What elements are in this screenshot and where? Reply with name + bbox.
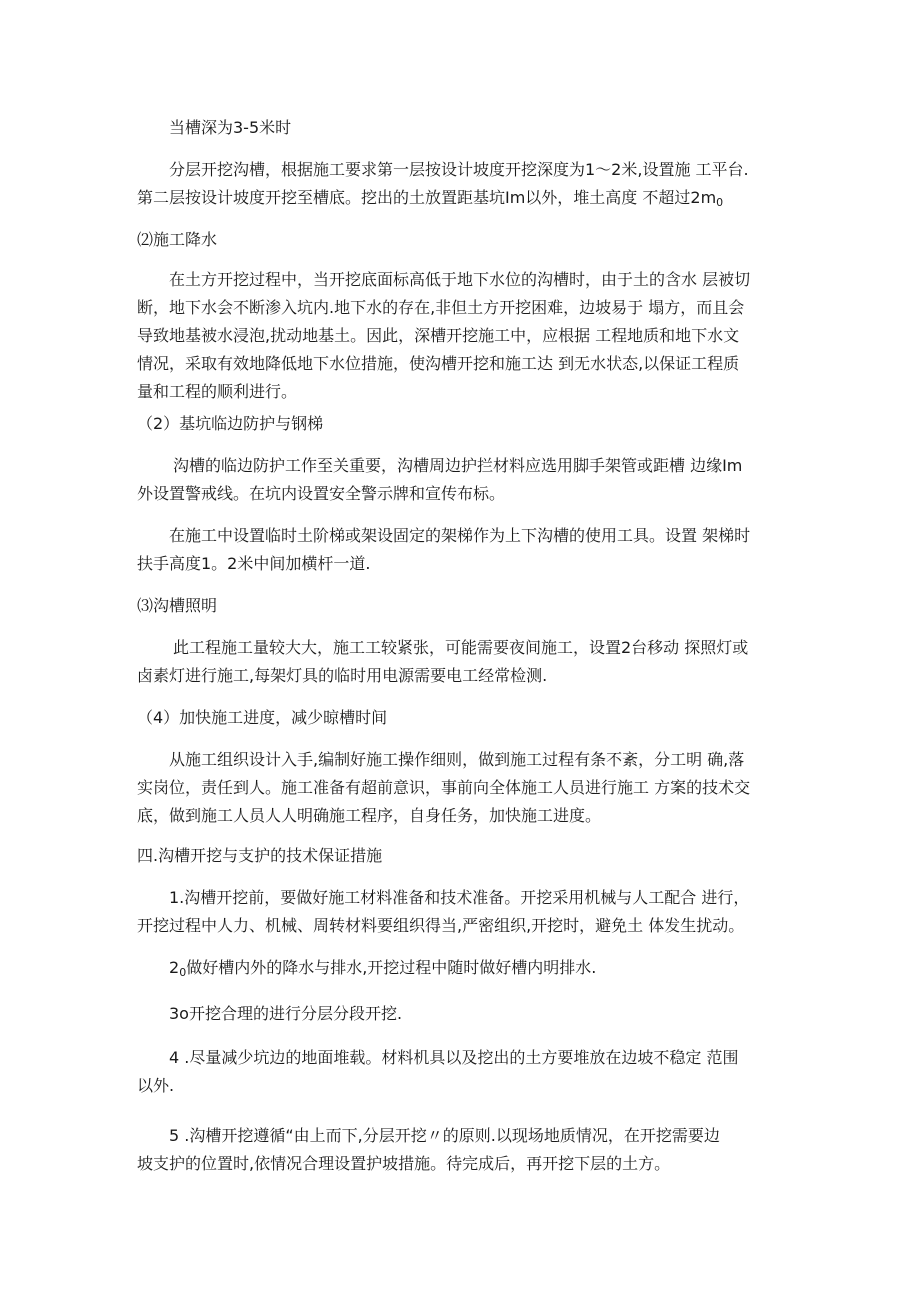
text-line: 1.沟槽开挖前，要做好施工材料准备和技术准备。开挖采用机械与人工配合 进行， <box>169 888 750 907</box>
paragraph-measure-3 <box>137 1000 787 1028</box>
text-line: 四.沟槽开挖与支护的技术保证措施 <box>137 846 383 865</box>
paragraph-edge-protection <box>137 452 787 508</box>
text-line: 断，地下水会不断渗入坑内.地下水的存在,非但土方开挖困难，边坡易于 塌方，而且会 <box>137 298 745 317</box>
text-line: 分层开挖沟槽，根据施工要求第一层按设计坡度开挖深度为1～2米,设置施 工平台. <box>169 160 749 179</box>
text-line: 实岗位，责任到人。施工准备有超前意识，事前向全体施工人员进行施工 方案的技术交 <box>137 778 751 797</box>
heading-dewatering <box>137 226 787 254</box>
text-line: 开挖过程中人力、机械、周转材料要组织得当,严密组织,开挖时，避免土 体发生扰动。 <box>137 916 745 935</box>
text-line: 3o开挖合理的进行分层分段开挖. <box>169 1004 403 1023</box>
heading-technical-measures <box>137 842 787 870</box>
text-line: 以外. <box>137 1076 175 1095</box>
text-line: 沟槽的临边防护工作至关重要，沟槽周边护拦材料应选用脚手架管或距槽 边缘Im <box>173 456 743 475</box>
paragraph-measure-4 <box>137 1044 787 1100</box>
paragraph-measure-2 <box>137 954 787 987</box>
paragraph-layered-excavation <box>137 156 787 217</box>
text-line: 从施工组织设计入手,编制好施工操作细则，做到施工过程有条不紊，分工明 确,落 <box>169 750 745 769</box>
text-line: 情况，采取有效地降低地下水位措施，使沟槽开挖和施工达 到无水状态,以保证工程质 <box>137 354 740 373</box>
heading-lighting <box>137 592 787 620</box>
paragraph-schedule <box>137 746 787 830</box>
text-line: ⑵施工降水 <box>137 230 218 249</box>
text-line: 扶手高度1。2米中间加横杆一道. <box>137 554 371 573</box>
paragraph-measure-1 <box>137 884 787 940</box>
text-line: （2）基坑临边防护与钢梯 <box>137 414 324 433</box>
text-line: 底，做到施工人员人人明确施工程序，自身任务，加快施工进度。 <box>137 806 602 825</box>
text-line: ⑶沟槽照明 <box>137 596 218 615</box>
text-line: 5 .沟槽开挖遵循“由上而下,分层开挖〃的原则.以现场地质情况，在开挖需要边 <box>169 1126 720 1145</box>
paragraph-measure-5 <box>137 1122 787 1178</box>
text-line: （4）加快施工进度，减少晾槽时间 <box>137 708 388 727</box>
paragraph-ladder <box>137 522 787 578</box>
text-line: 外设置警戒线。在坑内设置安全警示牌和宣传布标。 <box>137 484 506 503</box>
text-line: 在土方开挖过程中，当开挖底面标高低于地下水位的沟槽时，由于土的含水 层被切 <box>169 270 751 289</box>
paragraph-dewatering <box>137 266 787 406</box>
heading-edge-protection <box>137 410 787 438</box>
text-line: $2_0$做好槽内外的降水与排水,开挖过程中随时做好槽内明排水. <box>169 958 597 979</box>
text-line: 4 .尽量减少坑边的地面堆载。材料机具以及挖出的土方要堆放在边坡不稳定 范围 <box>169 1048 739 1067</box>
text-line: 当槽深为3-5米时 <box>169 118 292 137</box>
paragraph-trench-depth <box>137 114 787 142</box>
text-line: 导致地基被水浸泡,扰动地基土。因此，深槽开挖施工中，应根据 工程地质和地下水文 <box>137 326 740 345</box>
paragraph-lighting <box>137 634 787 690</box>
text-line: 在施工中设置临时土阶梯或架设固定的架梯作为上下沟槽的使用工具。设置 架梯时 <box>169 526 751 545</box>
heading-schedule <box>137 704 787 732</box>
text-line: 此工程施工量较大大，施工工较紧张，可能需要夜间施工，设置2台移动 探照灯或 <box>173 638 749 657</box>
text-line: 坡支护的位置时,依情况合理设置护坡措施。待完成后，再开挖下层的土方。 <box>137 1154 671 1173</box>
text-line: 第二层按设计坡度开挖至槽底。挖出的土放置距基坑Im以外，堆土高度 不超过$2m_0$ <box>137 188 724 209</box>
text-line: 卤素灯进行施工,每架灯具的临时用电源需要电工经常检测. <box>137 666 548 685</box>
text-line: 量和工程的顺利进行。 <box>137 382 298 401</box>
